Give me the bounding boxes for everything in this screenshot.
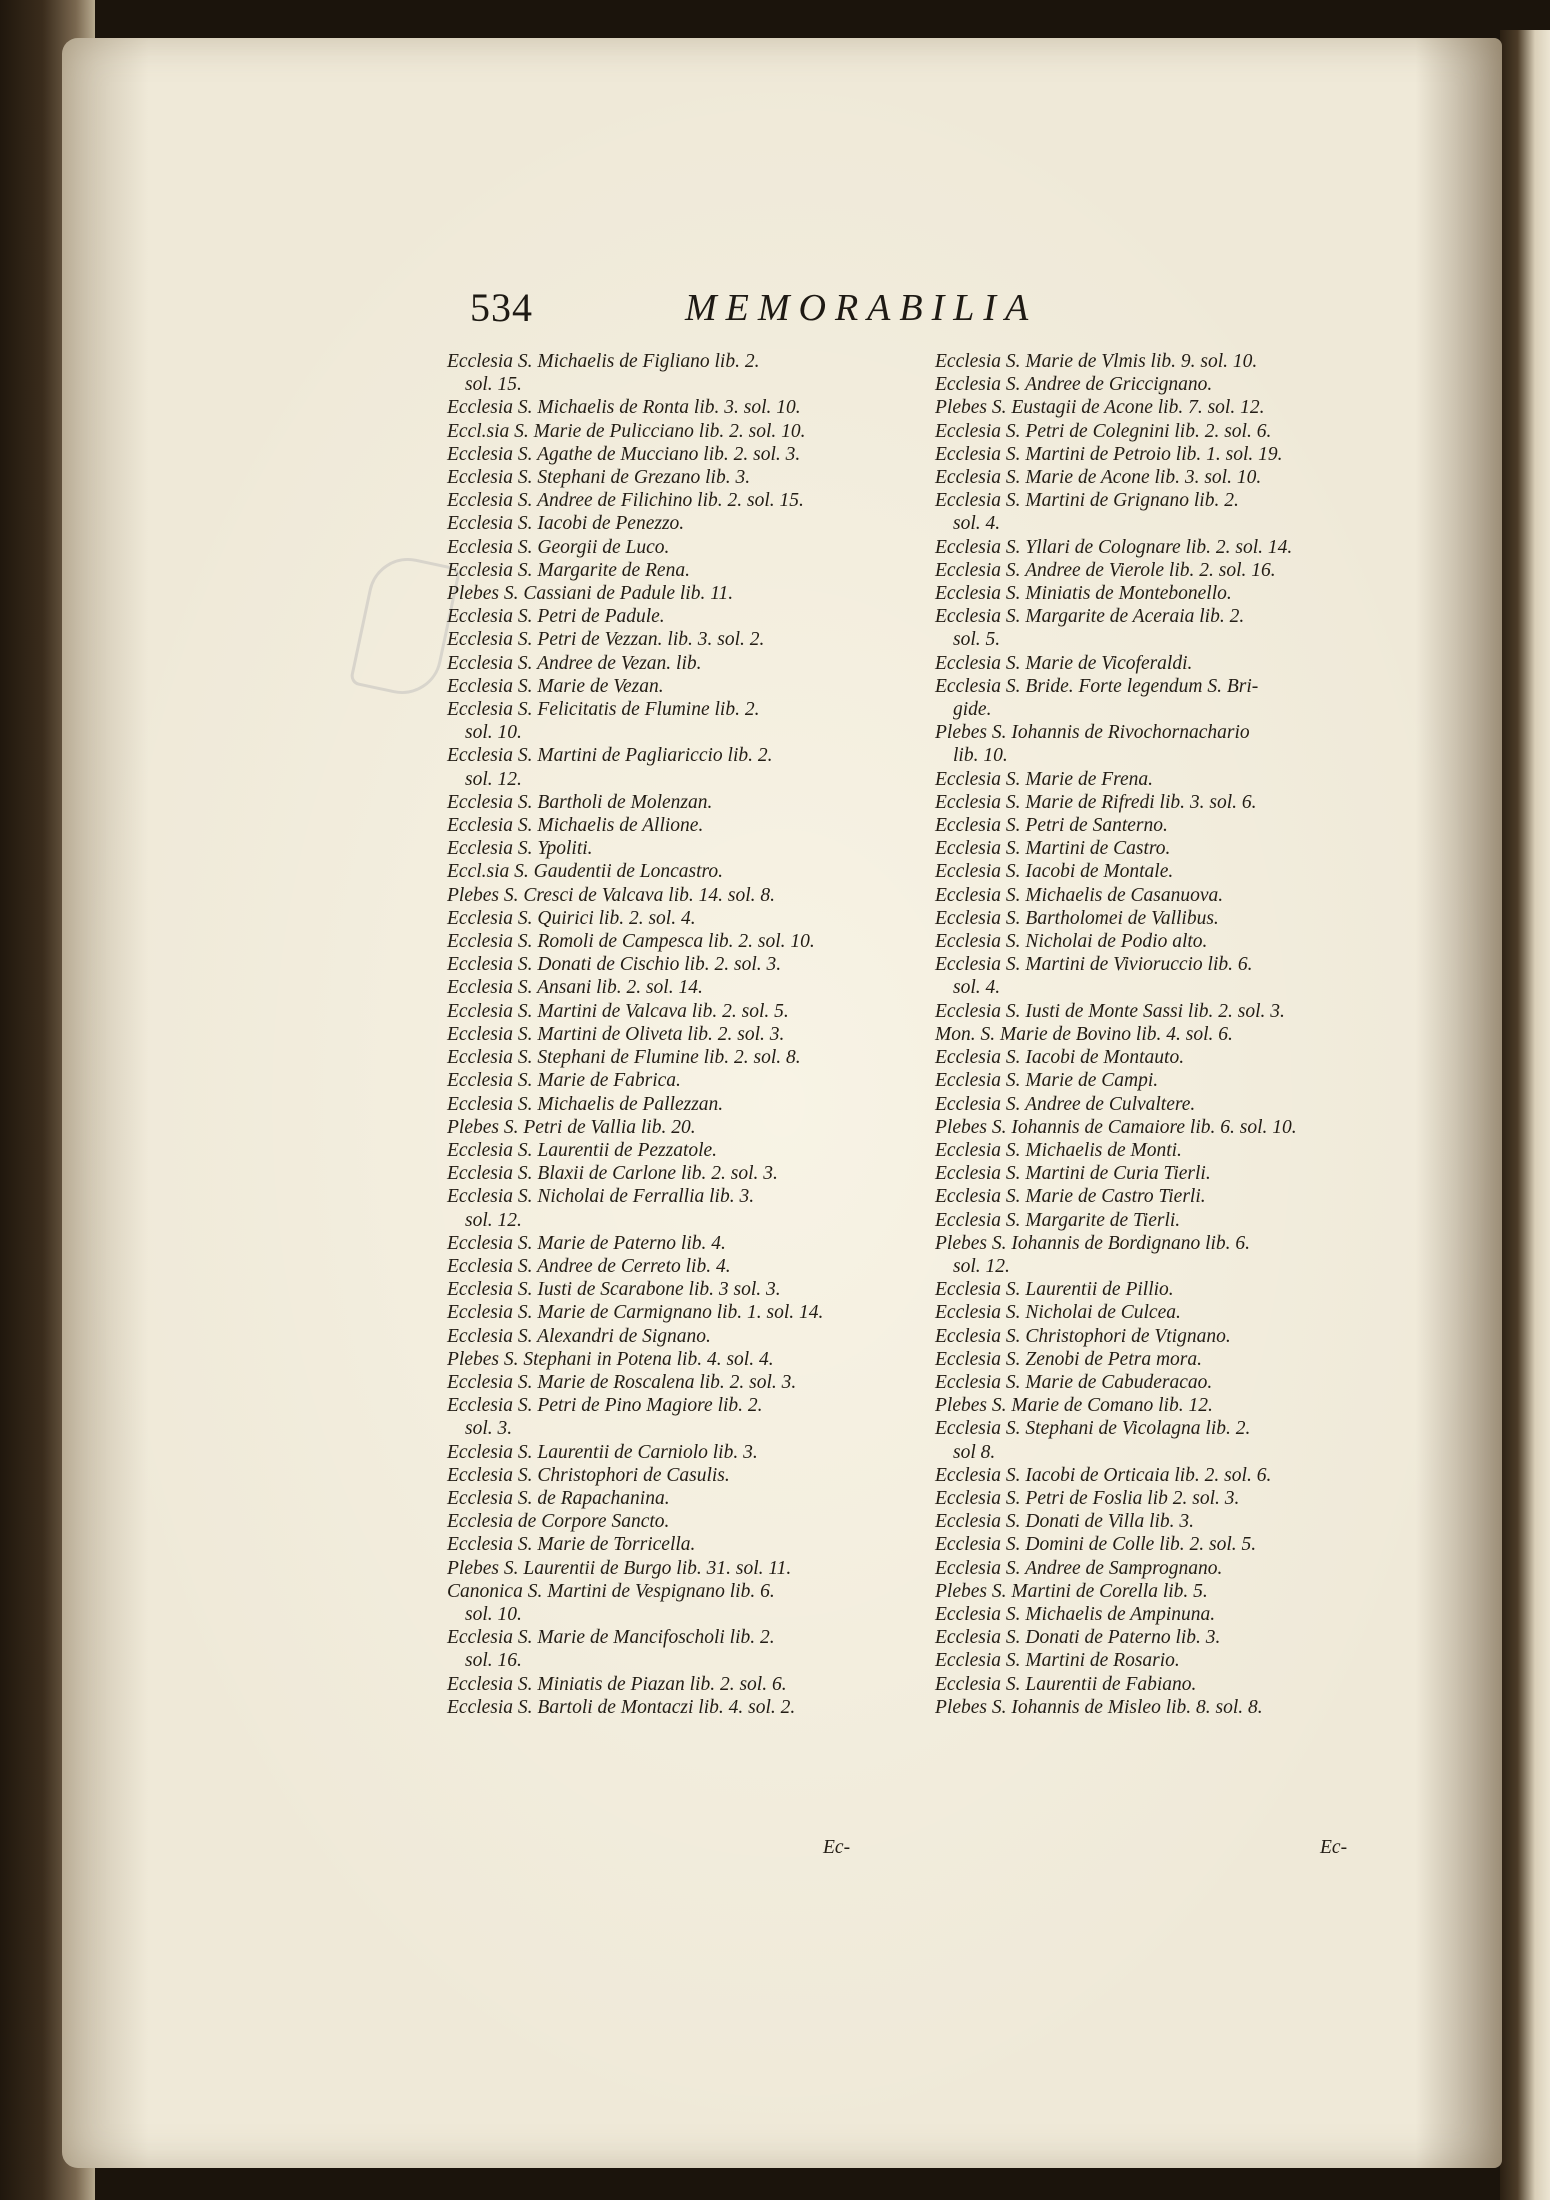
- entry-line: Ecclesia S. Iusti de Scarabone lib. 3 sol. 3.: [447, 1279, 781, 1301]
- entry-line: Ecclesia S. Ansani lib. 2. sol. 14.: [447, 977, 703, 999]
- entry-line: Ecclesia S. Stephani de Flumine lib. 2. sol. 8.: [447, 1047, 801, 1069]
- entry-line: Ecclesia S. Zenobi de Petra mora.: [935, 1348, 1202, 1370]
- entry-line: Ecclesia S. Marie de Frena.: [935, 768, 1154, 790]
- entry-line: Ecclesia S. Marie de Vlmis lib. 9. sol. 10.: [935, 351, 1258, 372]
- entry-line: Canonica S. Martini de Vespignano lib. 6.: [447, 1580, 775, 1602]
- entry-line: Ecclesia S. Michaelis de Pallezzan.: [447, 1093, 724, 1115]
- entry-line: Ecclesia S. Martini de Curia Tierli.: [935, 1163, 1211, 1185]
- entry-line: sol. 12.: [953, 1255, 1010, 1277]
- entry-line: Ecclesia S. Marie de Carmignano lib. 1. sol. 14.: [447, 1302, 824, 1324]
- entry-line: Ecclesia S. Marie de Fabrica.: [447, 1070, 681, 1092]
- entry-line: Ecclesia S. Martini de Pagliariccio lib. 2.: [447, 745, 773, 767]
- entry-line: Ecclesia S. Donati de Cischio lib. 2. sol. 3.: [447, 954, 782, 976]
- entry-line: Mon. S. Marie de Bovino lib. 4. sol. 6.: [935, 1023, 1233, 1045]
- entry-line: Ecclesia S. Romoli de Campesca lib. 2. sol. 10.: [447, 931, 815, 953]
- entry-line: Ecclesia S. Domini de Colle lib. 2. sol. 5.: [935, 1534, 1257, 1556]
- entry-line: Ecclesia S. Petri de Santerno.: [935, 815, 1168, 837]
- entry-line: Ecclesia S. Petri de Vezzan. lib. 3. sol. 2.: [447, 629, 765, 651]
- entry-line: Ecclesia S. Marie de Vezan.: [447, 675, 664, 697]
- entry-line: Plebes S. Eustagii de Acone lib. 7. sol. 12.: [935, 397, 1265, 419]
- entry-line: sol. 4.: [953, 977, 1001, 999]
- entry-line: sol. 4.: [953, 513, 1001, 535]
- running-head: [470, 284, 1470, 344]
- entry-line: Plebes S. Petri de Vallia lib. 20.: [447, 1116, 696, 1138]
- page-title: MEMORABILIA: [685, 287, 1038, 329]
- entry-line: Ecclesia S. Bartholomei de Vallibus.: [935, 907, 1219, 929]
- entry-line: Ecclesia S. Stephani de Vicolagna lib. 2.: [935, 1418, 1251, 1440]
- left-column-list: [447, 350, 907, 1719]
- entry-line: Ecclesia S. Laurentii de Pillio.: [935, 1279, 1174, 1301]
- entry-line: Eccl.sia S. Marie de Pulicciano lib. 2. sol. 10.: [447, 420, 806, 442]
- page-number: 534: [470, 285, 533, 330]
- entry-line: Ecclesia S. Bartholi de Molenzan.: [447, 791, 713, 813]
- entry-line: Plebes S. Martini de Corella lib. 5.: [935, 1580, 1208, 1602]
- entry-line: Ecclesia S. Andree de Filichino lib. 2. sol. 15.: [447, 490, 804, 512]
- entry-line: Ecclesia S. Bartoli de Montaczi lib. 4. sol. 2.: [447, 1696, 796, 1718]
- entry-line: Ecclesia S. Iacobi de Montale.: [935, 861, 1174, 883]
- entry-line: Eccl.sia S. Gaudentii de Loncastro.: [447, 861, 724, 883]
- entry-line: Ecclesia S. Nicholai de Culcea.: [935, 1302, 1181, 1324]
- entry-line: Ecclesia S. Iusti de Monte Sassi lib. 2. sol. 3.: [935, 1000, 1285, 1022]
- entry-line: Ecclesia S. Stephani de Grezano lib. 3.: [447, 467, 751, 489]
- entry-line: Plebes S. Cresci de Valcava lib. 14. sol. 8.: [447, 884, 776, 906]
- entry-line: Ecclesia S. Miniatis de Piazan lib. 2. sol. 6.: [447, 1673, 787, 1695]
- entry-line: Ecclesia S. Laurentii de Fabiano.: [935, 1673, 1197, 1695]
- entry-line: Ecclesia S. Donati de Villa lib. 3.: [935, 1511, 1195, 1533]
- entry-line: Ecclesia S. Nicholai de Podio alto.: [935, 931, 1208, 953]
- entry-line: Plebes S. Marie de Comano lib. 12.: [935, 1395, 1213, 1417]
- book-gutter-right: [1500, 30, 1550, 2200]
- entry-line: Ecclesia S. Michaelis de Figliano lib. 2.: [447, 351, 760, 372]
- entry-line: Ecclesia S. Christophori de Vtignano.: [935, 1325, 1231, 1347]
- entry-line: Ecclesia S. Michaelis de Casanuova.: [935, 884, 1224, 906]
- entry-line: Ecclesia S. Laurentii de Pezzatole.: [447, 1139, 718, 1161]
- entry-line: Ecclesia S. Martini de Vivioruccio lib. 6.: [935, 954, 1253, 976]
- right-column-list: [935, 350, 1385, 1719]
- faint-library-stamp: [349, 551, 461, 702]
- entry-line: Ecclesia S. Miniatis de Montebonello.: [935, 583, 1232, 605]
- entry-line: sol. 10.: [465, 1603, 522, 1625]
- entry-line: Plebes S. Iohannis de Rivochornachario: [935, 722, 1250, 744]
- entry-line: Plebes S. Cassiani de Padule lib. 11.: [447, 583, 734, 605]
- entry-line: Ecclesia S. Marie de Acone lib. 3. sol. 10.: [935, 467, 1262, 489]
- entry-line: Ecclesia S. Petri de Padule.: [447, 606, 665, 628]
- entry-line: Ecclesia S. Marie de Torricella.: [447, 1534, 696, 1556]
- entry-line: Ecclesia S. Andree de Cerreto lib. 4.: [447, 1255, 731, 1277]
- entry-line: Ecclesia S. Michaelis de Allione.: [447, 815, 704, 837]
- entry-line: Ecclesia S. Blaxii de Carlone lib. 2. sol. 3.: [447, 1163, 778, 1185]
- entry-line: Ecclesia S. Marie de Cabuderacao.: [935, 1371, 1213, 1393]
- entry-line: Ecclesia S. Margarite de Rena.: [447, 559, 690, 581]
- entry-line: Ecclesia S. Nicholai de Ferrallia lib. 3.: [447, 1186, 755, 1208]
- entry-line: Ecclesia S. Marie de Mancifoscholi lib. 2.: [447, 1627, 775, 1649]
- entry-line: Ecclesia S. Margarite de Aceraia lib. 2.: [935, 606, 1245, 628]
- entry-line: sol. 16.: [465, 1650, 522, 1672]
- entry-line: sol. 5.: [953, 629, 1001, 651]
- entry-line: Ecclesia S. Petri de Colegnini lib. 2. sol. 6.: [935, 420, 1272, 442]
- entry-line: Ecclesia S. Martini de Rosario.: [935, 1650, 1180, 1672]
- entry-line: Plebes S. Iohannis de Bordignano lib. 6.: [935, 1232, 1251, 1254]
- entry-line: Ecclesia S. Martini de Castro.: [935, 838, 1171, 860]
- entry-line: Ecclesia S. Alexandri de Signano.: [447, 1325, 711, 1347]
- entry-line: Ecclesia S. Martini de Petroio lib. 1. sol. 19.: [935, 443, 1283, 465]
- entry-line: Ecclesia S. Petri de Foslia lib 2. sol. 3.: [935, 1487, 1240, 1509]
- entry-line: Ecclesia S. Iacobi de Orticaia lib. 2. sol. 6.: [935, 1464, 1272, 1486]
- entry-line: Ecclesia S. Andree de Samprognano.: [935, 1557, 1223, 1579]
- entry-line: Ecclesia S. Marie de Campi.: [935, 1070, 1159, 1092]
- entry-line: Ecclesia S. Iacobi de Montauto.: [935, 1047, 1185, 1069]
- entry-line: Ecclesia S. Andree de Vierole lib. 2. sol. 16.: [935, 559, 1276, 581]
- entry-line: sol. 12.: [465, 1209, 522, 1231]
- entry-line: gide.: [953, 699, 992, 721]
- entry-line: Ecclesia S. Donati de Paterno lib. 3.: [935, 1627, 1221, 1649]
- entry-line: sol. 15.: [465, 374, 522, 396]
- left-catchword: Ec-: [823, 1837, 851, 1858]
- entry-line: Ecclesia S. Michaelis de Monti.: [935, 1139, 1182, 1161]
- entry-line: sol. 10.: [465, 722, 522, 744]
- entry-line: Plebes S. Iohannis de Misleo lib. 8. sol. 8.: [935, 1696, 1263, 1718]
- entry-line: Ecclesia S. Ypoliti.: [447, 838, 593, 860]
- entry-line: Ecclesia S. Georgii de Luco.: [447, 536, 670, 558]
- entry-line: Plebes S. Iohannis de Camaiore lib. 6. sol. 10.: [935, 1116, 1297, 1138]
- entry-line: Ecclesia S. Michaelis de Ampinuna.: [935, 1603, 1216, 1625]
- entry-line: Ecclesia S. Quirici lib. 2. sol. 4.: [447, 907, 696, 929]
- entry-line: Ecclesia S. Andree de Vezan. lib.: [447, 652, 702, 674]
- entry-line: Ecclesia de Corpore Sancto.: [447, 1511, 670, 1533]
- entry-line: Ecclesia S. Martini de Grignano lib. 2.: [935, 490, 1239, 512]
- entry-line: Ecclesia S. Felicitatis de Flumine lib. 2.: [447, 699, 760, 721]
- entry-line: Ecclesia S. Agathe de Mucciano lib. 2. sol. 3.: [447, 443, 801, 465]
- entry-line: sol 8.: [953, 1441, 996, 1463]
- entry-line: Ecclesia S. Christophori de Casulis.: [447, 1464, 730, 1486]
- entry-line: lib. 10.: [953, 745, 1008, 767]
- entry-line: Ecclesia S. Michaelis de Ronta lib. 3. sol. 10.: [447, 397, 801, 419]
- entry-line: Ecclesia S. Yllari de Colognare lib. 2. sol. 14.: [935, 536, 1293, 558]
- entry-line: Ecclesia S. Margarite de Tierli.: [935, 1209, 1181, 1231]
- entry-line: Ecclesia S. Marie de Rifredi lib. 3. sol. 6.: [935, 791, 1257, 813]
- entry-line: Ecclesia S. Marie de Paterno lib. 4.: [447, 1232, 726, 1254]
- entry-line: Ecclesia S. Marie de Roscalena lib. 2. sol. 3.: [447, 1371, 797, 1393]
- entry-line: Ecclesia S. Marie de Castro Tierli.: [935, 1186, 1206, 1208]
- entry-line: Plebes S. Laurentii de Burgo lib. 31. sol. 11.: [447, 1557, 792, 1579]
- entry-line: sol. 3.: [465, 1418, 513, 1440]
- entry-line: Ecclesia S. Andree de Culvaltere.: [935, 1093, 1196, 1115]
- entry-line: Ecclesia S. Andree de Griccignano.: [935, 374, 1213, 396]
- entry-line: Ecclesia S. Marie de Vicoferaldi.: [935, 652, 1193, 674]
- entry-line: Ecclesia S. Martini de Oliveta lib. 2. sol. 3.: [447, 1023, 785, 1045]
- entry-line: Ecclesia S. Martini de Valcava lib. 2. sol. 5.: [447, 1000, 789, 1022]
- entry-line: Ecclesia S. de Rapachanina.: [447, 1487, 670, 1509]
- entry-line: Ecclesia S. Bride. Forte legendum S. Bri-: [935, 675, 1259, 697]
- entry-line: Ecclesia S. Petri de Pino Magiore lib. 2.: [447, 1395, 763, 1417]
- right-catchword: Ec-: [1320, 1837, 1348, 1858]
- entry-line: Ecclesia S. Iacobi de Penezzo.: [447, 513, 685, 535]
- entry-line: sol. 12.: [465, 768, 522, 790]
- entry-line: Ecclesia S. Laurentii de Carniolo lib. 3.: [447, 1441, 758, 1463]
- entry-line: Plebes S. Stephani in Potena lib. 4. sol. 4.: [447, 1348, 774, 1370]
